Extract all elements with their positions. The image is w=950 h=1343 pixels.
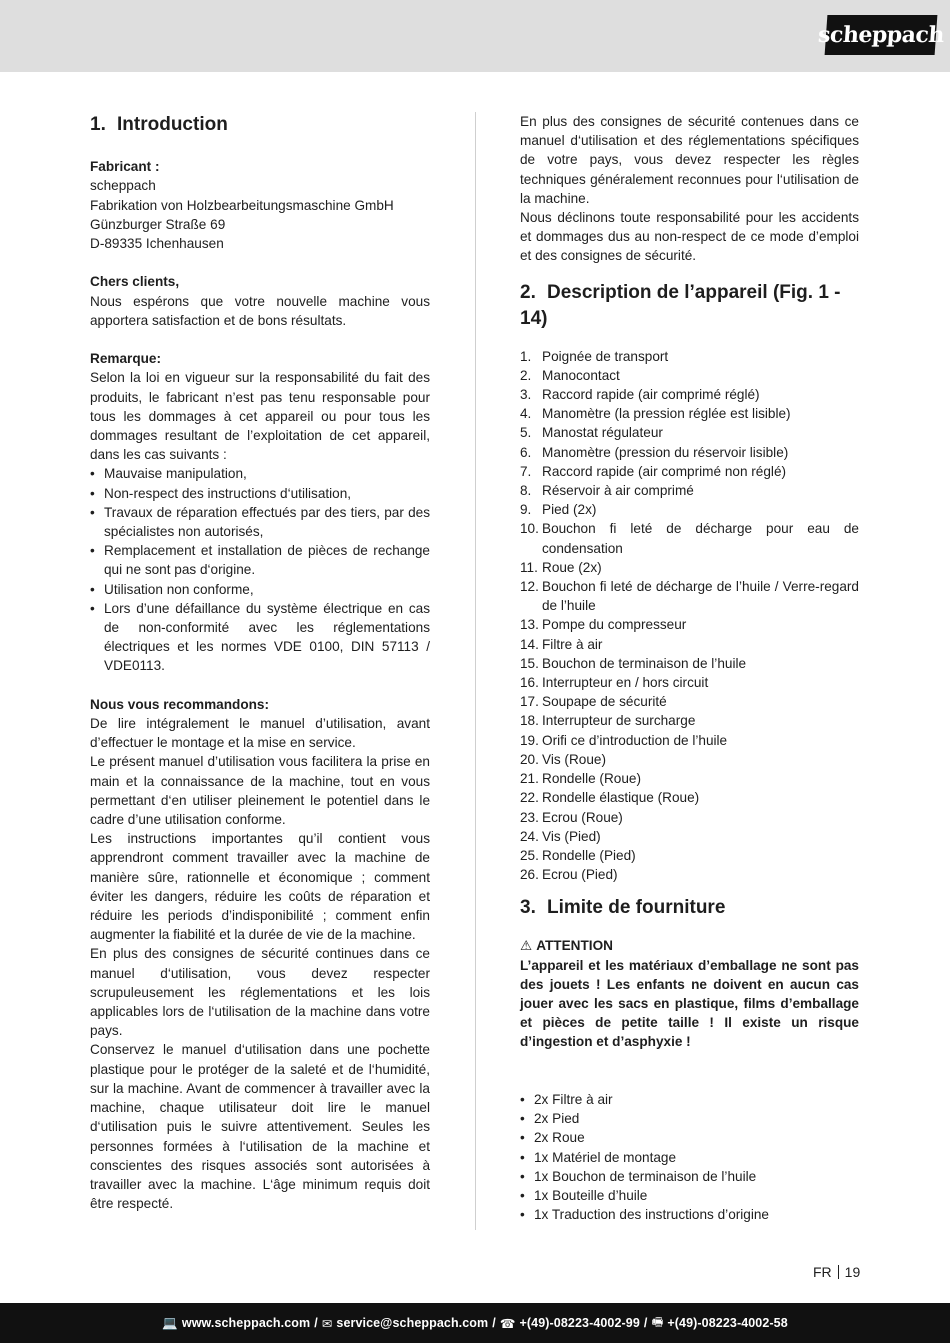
part-label: Rondelle élastique (Roue) <box>542 790 700 806</box>
part-item <box>520 827 859 846</box>
part-number: 1. <box>520 348 532 364</box>
part-number: 9. <box>520 502 532 518</box>
footer-fax: +(49)-08223-4002-58 <box>667 1316 788 1330</box>
part-number: 16. <box>520 675 539 691</box>
part-item <box>520 366 859 385</box>
part-label: Poignée de transport <box>542 348 669 364</box>
list-item: • Remplacement et installation de pièces de rechange qui ne sont pas d‘origine. <box>90 541 430 579</box>
part-number: 3. <box>520 387 532 403</box>
part-label: Vis (Roue) <box>542 751 606 767</box>
part-number: 19. <box>520 732 539 748</box>
part-item <box>520 635 859 654</box>
part-label: Bouchon fi leté de décharge pour eau de condensation <box>542 521 859 556</box>
list-item: • Utilisation non conforme, <box>90 580 430 599</box>
part-item <box>520 577 859 615</box>
part-label: Bouchon de terminaison de l’huile <box>542 655 747 671</box>
part-item <box>520 500 859 519</box>
customers-text: Nous espérons que votre nouvelle machine vous apportera satisfaction et de bons résultats. <box>90 293 430 328</box>
part-label: Soupape de sécurité <box>542 694 667 710</box>
part-item <box>520 692 859 711</box>
part-label: Raccord rapide (air comprimé non réglé) <box>542 463 787 479</box>
part-item <box>520 673 859 692</box>
part-number: 22. <box>520 790 539 806</box>
section-title-description: 2. Description de l’appareil (Fig. 1 - 14) <box>520 281 841 329</box>
attention-heading: ⚠ ATTENTION <box>520 936 859 955</box>
part-number: 5. <box>520 425 532 441</box>
part-item <box>520 423 859 442</box>
part-item <box>520 347 859 366</box>
part-item <box>520 443 859 462</box>
part-number: 23. <box>520 809 539 825</box>
header-bar <box>0 0 950 72</box>
left-column <box>90 112 430 1213</box>
footer-web: www.scheppach.com <box>181 1316 311 1330</box>
right-column <box>520 112 859 1224</box>
part-label: Ecrou (Roue) <box>542 809 623 825</box>
part-label: Manomètre (la pression réglée est lisible) <box>542 406 791 422</box>
part-item <box>520 404 859 423</box>
paragraph: De lire intégralement le manuel d’utilisation, avant d’effectuer le montage et la mise en service. <box>90 716 430 751</box>
paragraph: Le présent manuel d’utilisation vous facilitera la prise en main et la connaissance de la machine, tout en vous permettant d‘en utiliser pleinement le potentiel dans le cadre d’une utilisation conforme. <box>90 754 430 828</box>
part-number: 12. <box>520 579 539 595</box>
address-line: Fabrikation von Holzbearbeitungsmaschine GmbH <box>90 197 394 213</box>
part-label: Manomètre (pression du réservoir lisible) <box>542 444 789 460</box>
part-label: Manocontact <box>542 367 620 383</box>
part-label: Interrupteur en / hors circuit <box>542 675 709 691</box>
part-number: 24. <box>520 828 539 844</box>
part-item <box>520 558 859 577</box>
part-item <box>520 385 859 404</box>
part-item <box>520 808 859 827</box>
part-item <box>520 769 859 788</box>
paragraph: Les instructions importantes qu’il contient vous apprendront comment travailler avec la machine de manière sûre, rationnelle et économique ; comment éviter les dangers, réduire les coûts de réparation et réduire les periods d’indisponibilité ; comment enfin augmenter la fiabilité et la durée de vie de la machine. <box>90 831 430 943</box>
footer-email: service@scheppach.com <box>336 1316 489 1330</box>
part-number: 2. <box>520 367 532 383</box>
paragraph: Nous déclinons toute responsabilité pour les accidents et dommages dus au non-respect de ce mode d’emploi et des consignes de sécurité. <box>520 210 859 264</box>
footer-phone: +(49)-08223-4002-99 <box>519 1316 640 1330</box>
computer-icon: 💻 <box>162 1315 178 1330</box>
manufacturer-heading: Fabricant : <box>90 159 160 175</box>
remark-list <box>90 464 430 675</box>
section-title-introduction: 1. Introduction <box>90 114 228 135</box>
part-label: Raccord rapide (air comprimé réglé) <box>542 387 760 403</box>
part-item <box>520 481 859 500</box>
part-item <box>520 865 859 884</box>
recommend-text <box>90 714 430 1213</box>
attention-text: L’appareil et les matériaux d’emballage ne sont pas des jouets ! Les enfants ne doivent en aucun cas jouer avec les sacs en plastique, films d’emballage et pièces de petite taille ! Il existe un risque d’ingestion et d’asphyxie ! <box>520 957 859 1050</box>
part-number: 26. <box>520 867 539 883</box>
part-item <box>520 750 859 769</box>
footer-bar: 💻 www.scheppach.com / ✉ service@scheppach.com / ☎ +(49)-08223-4002-99 / 🖷 +(49)-08223-4002-58 <box>0 1303 950 1343</box>
list-item: • Mauvaise manipulation, <box>90 464 430 483</box>
section-title-supply: 3. Limite de fourniture <box>520 897 726 919</box>
part-label: Ecrou (Pied) <box>542 867 618 883</box>
remark-text: Selon la loi en vigueur sur la responsabilité du fait des produits, le fabricant n’est pas tenu responsable pour tous les dommages à cet appareil ou pour tous les dommages resultant de l’exploitation de cet appareil, dans les cas suivants : <box>90 370 430 463</box>
part-label: Pied (2x) <box>542 502 597 518</box>
parts-list <box>520 347 859 885</box>
part-number: 18. <box>520 713 539 729</box>
part-number: 8. <box>520 483 532 499</box>
manufacturer-address <box>90 176 430 253</box>
part-item <box>520 788 859 807</box>
supply-item: • 1x Matériel de montage <box>520 1148 859 1167</box>
part-item <box>520 615 859 634</box>
part-item <box>520 519 859 557</box>
part-item <box>520 654 859 673</box>
part-label: Manostat régulateur <box>542 425 663 441</box>
supply-item: • 2x Filtre à air <box>520 1090 859 1109</box>
part-number: 7. <box>520 463 532 479</box>
address-line: Günzburger Straße 69 <box>90 216 226 232</box>
part-label: Filtre à air <box>542 636 603 652</box>
customers-heading: Chers clients, <box>90 274 180 290</box>
safety-intro-text <box>520 112 859 266</box>
fax-icon: 🖷 <box>651 1314 664 1329</box>
part-label: Orifi ce d’introduction de l’huile <box>542 732 728 748</box>
paragraph: En plus des consignes de sécurité continues dans ce manuel d‘utilisation, vous devez respecter scrupuleusement les réglementations et les lois applicables lors de l‘utilisation de la machine dans votre pays. <box>90 946 430 1039</box>
part-label: Interrupteur de surcharge <box>542 713 696 729</box>
part-label: Pompe du compresseur <box>542 617 687 633</box>
part-number: 6. <box>520 444 532 460</box>
part-number: 17. <box>520 694 539 710</box>
list-item: • Travaux de réparation effectués par des tiers, par des spécialistes non autorisés, <box>90 503 430 541</box>
remark-heading: Remarque: <box>90 351 162 367</box>
page-number: FR 19 <box>813 1264 861 1280</box>
address-line: D-89335 Ichenhausen <box>90 236 224 251</box>
paragraph: En plus des consignes de sécurité contenues dans ce manuel d‘utilisation et des réglementations spécifiques de votre pays, vous devez respecter les règles techniques généralement reconnues pour l‘utilisation de la machine. <box>520 114 859 206</box>
part-label: Réservoir à air comprimé <box>542 483 694 499</box>
part-number: 25. <box>520 847 539 863</box>
part-item <box>520 731 859 750</box>
part-number: 21. <box>520 771 539 787</box>
supply-item: • 1x Bouchon de terminaison de l’huile <box>520 1167 859 1186</box>
supply-list <box>520 1090 859 1224</box>
warning-icon: ⚠ <box>520 938 533 954</box>
part-number: 15. <box>520 655 539 671</box>
supply-item: • 1x Bouteille d’huile <box>520 1186 859 1205</box>
supply-item: • 2x Roue <box>520 1128 859 1147</box>
part-label: Rondelle (Pied) <box>542 847 636 863</box>
recommend-heading: Nous vous recommandons: <box>90 696 270 712</box>
mail-icon: ✉ <box>321 1316 333 1331</box>
part-label: Bouchon fi leté de décharge de l’huile / Verre-regard de l’huile <box>542 579 859 614</box>
part-number: 4. <box>520 406 532 422</box>
paragraph: Conservez le manuel d‘utilisation dans une pochette plastique pour le protéger de la saleté et de l‘humidité, sur la machine. Avant de commencer à travailler avec la machine, chaque utilisateur doit lire le manuel d‘utilisation puis le suivre attentivement. Seules les personnes formées à l‘utilisation de la machine et conscientes des risques associés sont autorisées à travailler avec la machine. L‘âge minimum requis doit être respecté. <box>90 1042 430 1212</box>
supply-item: • 1x Traduction des instructions d’origine <box>520 1205 859 1224</box>
part-number: 14. <box>520 636 539 652</box>
scheppach-logo: scheppach <box>825 15 938 55</box>
part-label: Vis (Pied) <box>542 828 601 844</box>
part-item <box>520 711 859 730</box>
part-number: 13. <box>520 617 539 633</box>
list-item: • Non-respect des instructions d‘utilisation, <box>90 484 430 503</box>
phone-icon: ☎ <box>499 1316 516 1331</box>
column-divider <box>475 112 476 1230</box>
supply-item: • 2x Pied <box>520 1109 859 1128</box>
part-number: 10. <box>520 521 539 537</box>
list-item: • Lors d’une défaillance du système électrique en cas de non-conformité avec les réglementations électriques et les normes VDE 0100, DIN 57113 / VDE0113. <box>90 599 430 676</box>
address-line: scheppach <box>90 178 156 194</box>
part-label: Rondelle (Roue) <box>542 771 641 787</box>
part-label: Roue (2x) <box>542 559 602 575</box>
part-item <box>520 846 859 865</box>
part-number: 11. <box>520 559 538 575</box>
part-number: 20. <box>520 751 539 767</box>
part-item <box>520 462 859 481</box>
